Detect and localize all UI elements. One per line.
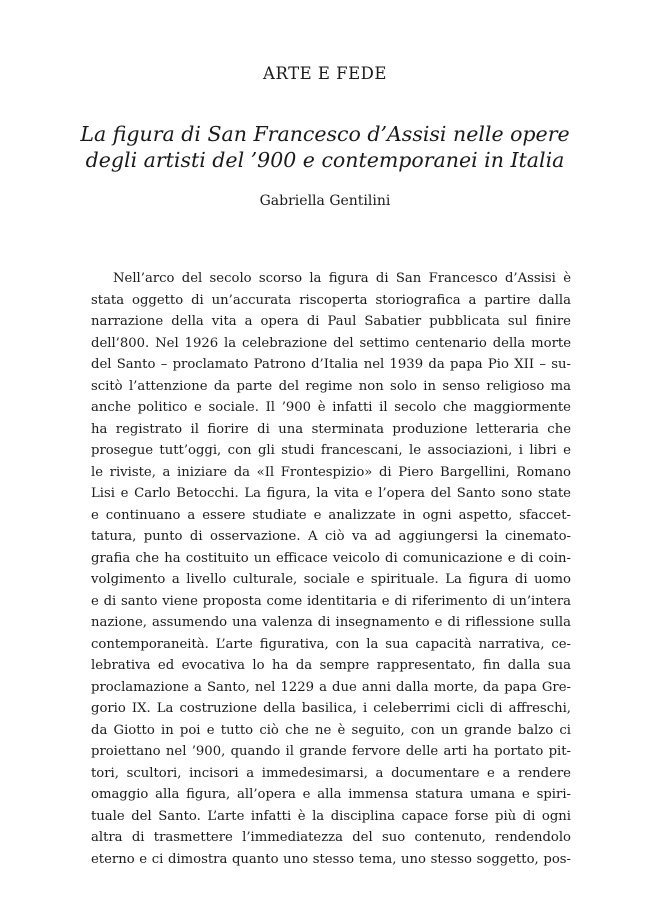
body-line: prosegue tutt’oggi, con gli studi francescani, le associazioni, i libri e xyxy=(91,443,571,458)
body-line: Lisi e Carlo Betocchi. La figura, la vita e l’opera del Santo sono state xyxy=(91,486,571,501)
body-line: le riviste, a iniziare da «Il Frontespizio» di Piero Bargellini, Romano xyxy=(91,464,571,480)
body-paragraph xyxy=(91,268,571,870)
body-line: anche politico e sociale. Il ’900 è infatti il secolo che maggiormente xyxy=(91,400,571,415)
body-line: del Santo – proclamato Patrono d’Italia nel 1939 da papa Pio XII – su- xyxy=(91,357,571,372)
author-name: Gabriella Gentilini xyxy=(259,193,391,209)
body-line: ha registrato il fiorire di una sterminata produzione letteraria che xyxy=(91,421,571,437)
body-line: omaggio alla figura, all’opera e alla immensa statura umana e spiri- xyxy=(91,787,571,802)
body-line: e continuano a essere studiate e analizzate in ogni aspetto, sfaccet- xyxy=(91,507,571,523)
body-line: lebrativa ed evocativa lo ha da sempre rappresentato, fin dalla sua xyxy=(91,658,571,673)
body-line: altra di trasmettere l’immediatezza del suo contenuto, rendendolo xyxy=(91,830,571,845)
body-line: nazione, assumendo una valenza di insegnamento e di riflessione sulla xyxy=(91,615,571,630)
body-line: stata oggetto di un’accurata riscoperta storiografica a partire dalla xyxy=(91,292,571,308)
body-line: contemporaneità. L’arte figurativa, con la sua capacità narrativa, ce- xyxy=(91,636,571,652)
body-line: proclamazione a Santo, nel 1229 a due anni dalla morte, da papa Gre- xyxy=(91,679,571,695)
body-line: tatura, punto di osservazione. A ciò va ad aggiungersi la cinemato- xyxy=(91,529,571,544)
body-line: proiettano nel ’900, quando il grande fervore delle arti ha portato pit- xyxy=(91,744,571,759)
body-line: da Giotto in poi e tutto ciò che ne è seguito, con un grande balzo ci xyxy=(91,722,571,738)
body-line: e di santo viene proposta come identitaria e di riferimento di un’intera xyxy=(91,593,571,609)
body-line: narrazione della vita a opera di Paul Sabatier pubblicata sul finire xyxy=(91,314,571,329)
body-line: tori, scultori, incisori a immedesimarsi, a documentare e a rendere xyxy=(91,765,571,781)
body-line: scitò l’attenzione da parte del regime non solo in senso religioso ma xyxy=(91,378,571,394)
body-line: Nell’arco del secolo scorso la figura di San Francesco d’Assisi è xyxy=(113,271,571,286)
article-title xyxy=(50,121,600,173)
article-title-line-2: degli artisti del ’900 e contemporanei in Italia xyxy=(85,148,565,172)
body-line: dell’800. Nel 1926 la celebrazione del settimo centenario della morte xyxy=(91,335,571,351)
body-line: gorio IX. La costruzione della basilica, i celeberrimi cicli di affreschi, xyxy=(91,701,571,716)
body-line: grafia che ha costituito un efficace veicolo di comunicazione e di coin- xyxy=(91,550,571,566)
section-heading: ARTE E FEDE xyxy=(263,64,387,83)
article-title-line-1: La figura di San Francesco d’Assisi nelle opere xyxy=(80,122,570,146)
body-line: tuale del Santo. L’arte infatti è la disciplina capace forse più di ogni xyxy=(91,808,571,824)
body-line: volgimento a livello culturale, sociale e spirituale. La figura di uomo xyxy=(91,572,571,587)
body-line: eterno e ci dimostra quanto uno stesso tema, uno stesso soggetto, pos- xyxy=(91,851,571,867)
